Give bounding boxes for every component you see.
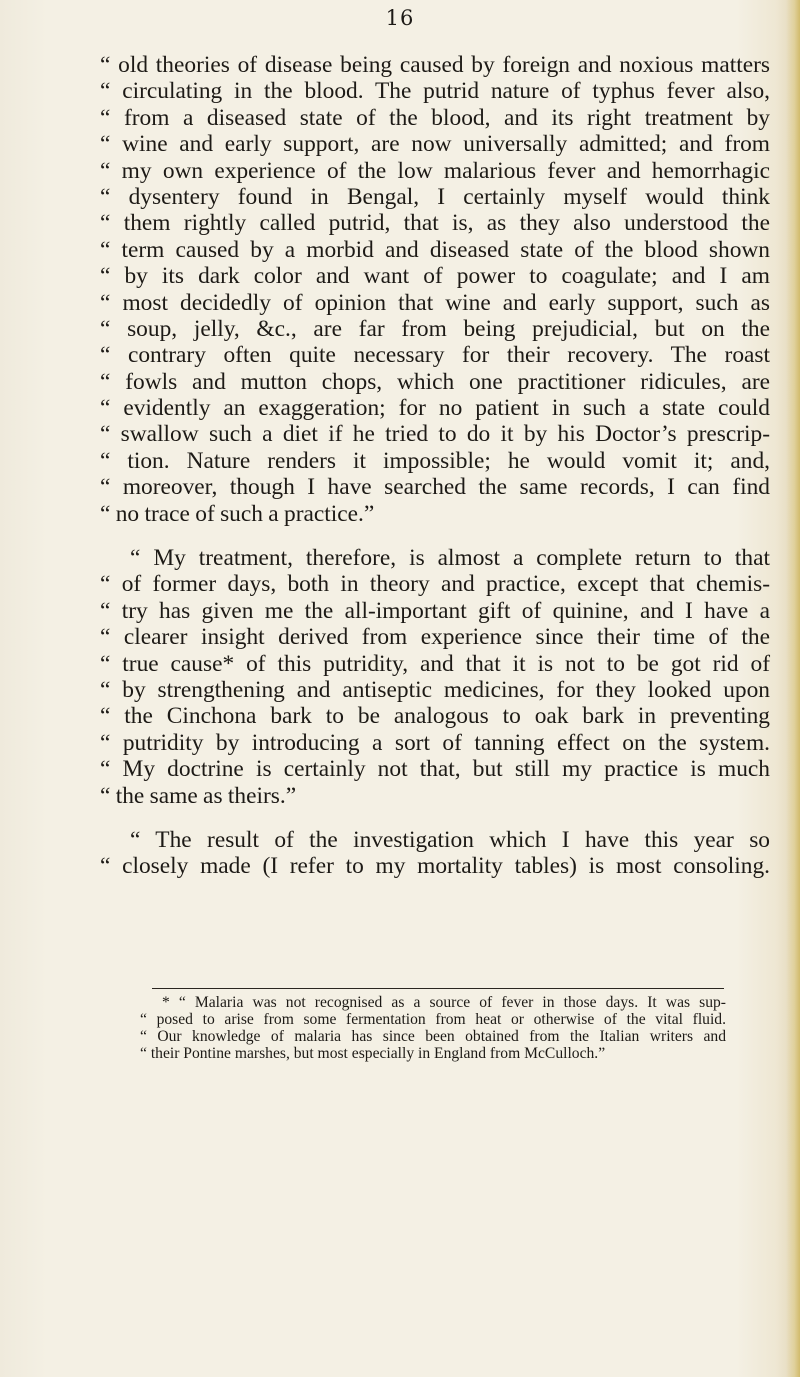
text-line: “ the Cinchona bark to be analogous to oak bark in preventing — [100, 703, 770, 730]
text-line: “ my own experience of the low malarious fever and hemorrhagic — [100, 157, 770, 184]
text-line: “ circulating in the blood. The putrid nature of typhus fever also, — [100, 78, 770, 105]
text-line: “ from a diseased state of the blood, and its right treatment by — [100, 104, 770, 131]
text-line: “ evidently an exaggeration; for no patient in such a state could — [100, 395, 770, 422]
footnote-rule — [152, 988, 724, 989]
text-line: “ the same as theirs.” — [100, 782, 297, 809]
text-line: “ of former days, both in theory and practice, except that chemis- — [100, 571, 770, 598]
text-line: “ moreover, though I have searched the same records, I can find — [100, 474, 770, 501]
paragraph-spacer — [100, 809, 770, 827]
text-line: “ My doctrine is certainly not that, but still my practice is much — [100, 756, 770, 783]
paragraph-1 — [100, 52, 770, 527]
text-line: “ tion. Nature renders it impossible; he would vomit it; and, — [100, 447, 770, 474]
text-line: “ swallow such a diet if he tried to do it by his Doctor’s prescrip- — [100, 421, 770, 448]
footnote-line: “ posed to arise from some fermentation from heat or otherwise of the vital fluid. — [140, 1011, 726, 1028]
text-line: “ wine and early support, are now universally admitted; and from — [100, 131, 770, 158]
text-line: “ closely made (I refer to my mortality tables) is most consoling. — [100, 853, 770, 880]
footnote-line: “ their Pontine marshes, but most especially in England from McCulloch.” — [140, 1045, 606, 1062]
body-text — [100, 52, 770, 880]
text-line: “ them rightly called putrid, that is, as they also understood the — [100, 210, 770, 237]
paragraph-spacer — [100, 527, 770, 545]
page-edge-discoloration — [786, 0, 800, 1377]
paragraph-2 — [100, 545, 770, 809]
footnote-line: * “ Malaria was not recognised as a source of fever in those days. It was sup- — [162, 994, 726, 1011]
text-line: “ The result of the investigation which I have this year so — [130, 826, 770, 853]
text-line: “ by strengthening and antiseptic medicines, for they looked upon — [100, 676, 770, 703]
footnote-line: “ Our knowledge of malaria has since been obtained from the Italian writers and — [140, 1028, 726, 1045]
footnote — [140, 994, 726, 1062]
paragraph-3 — [100, 827, 770, 880]
text-line: “ fowls and mutton chops, which one practitioner ridicules, are — [100, 368, 770, 395]
text-line: “ dysentery found in Bengal, I certainly myself would think — [100, 183, 770, 210]
text-line: “ My treatment, therefore, is almost a complete return to that — [130, 545, 770, 572]
text-line: “ clearer insight derived from experience since their time of the — [100, 624, 770, 651]
text-line: “ try has given me the all-important gift of quinine, and I have a — [100, 597, 770, 624]
text-line: “ contrary often quite necessary for their recovery. The roast — [100, 342, 770, 369]
text-line: “ old theories of disease being caused by foreign and noxious matters — [100, 52, 770, 78]
text-line: “ putridity by introducing a sort of tanning effect on the system. — [100, 729, 770, 756]
text-line: “ by its dark color and want of power to coagulate; and I am — [100, 263, 770, 290]
text-line: “ most decidedly of opinion that wine and early support, such as — [100, 289, 770, 316]
page-number: 16 — [385, 6, 415, 30]
text-line: “ term caused by a morbid and diseased state of the blood shown — [100, 236, 770, 263]
text-line: “ soup, jelly, &c., are far from being prejudicial, but on the — [100, 315, 770, 342]
text-line: “ true cause* of this putridity, and that it is not to be got rid of — [100, 650, 770, 677]
text-line: “ no trace of such a practice.” — [100, 500, 375, 527]
